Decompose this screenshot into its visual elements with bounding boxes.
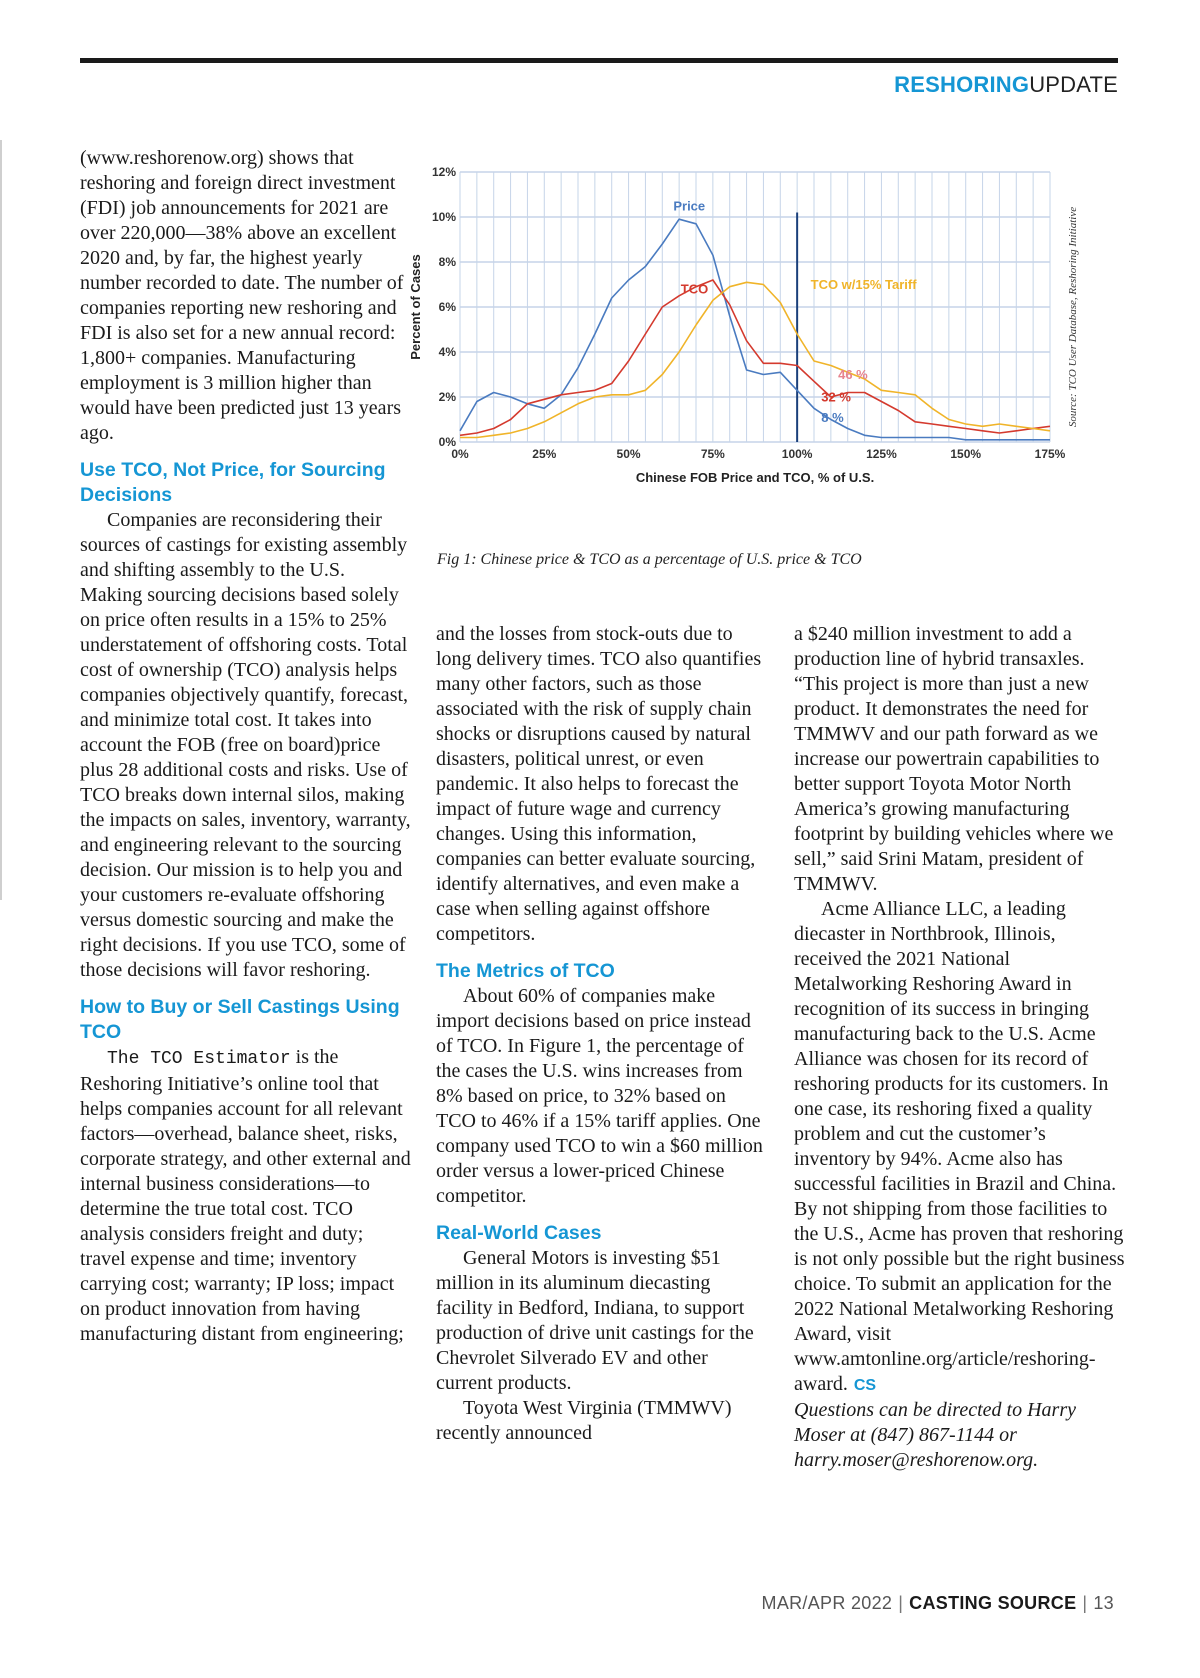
section-header-light: UPDATE xyxy=(1029,72,1118,97)
x-tick-label: 0% xyxy=(451,447,469,461)
footer-separator: | xyxy=(898,1593,904,1613)
column-1 xyxy=(80,146,412,1347)
tco-estimator-link[interactable]: The TCO Estimator xyxy=(107,1049,291,1069)
y-tick-label: 8% xyxy=(438,255,456,269)
col3-paragraph-2 xyxy=(794,897,1126,1398)
col2-paragraph-2: About 60% of companies make import decisions based on price instead of TCO. In Figure 1, the percentage of the cases the U.S. wins increases from 8% based on price, to 32% based on TCO to 46% if a 15% tariff applies. One company used TCO to win a $60 million order versus a lower-priced Chinese competitor. xyxy=(436,985,763,1207)
col3-paragraph-2-text: Acme Alliance LLC, a leading diecaster in Northbrook, Illinois, received the 2021 National Metalworking Reshoring Award in recognition of its success in bringing manufacturing back to the U.S. Acme Alliance was chosen for its record of reshoring products for its customers. In one case, its reshoring fixed a quality problem and cut the customer’s inventory by 94%. Acme also has successful facilities in Brazil and China. By not shipping from those facilities to the U.S., Acme has proven that reshoring is not only possible but the right business choice. To submit an application for the 2022 National Metalworking Reshoring Award, visit www.amtonline.org/article/reshoring-award. xyxy=(794,898,1125,1395)
footer-issue: MAR/APR 2022 xyxy=(761,1593,893,1613)
figure-1-chart xyxy=(408,160,1130,520)
section-header xyxy=(894,72,1118,98)
section-header-bold: RESHORING xyxy=(894,72,1030,97)
annotation-label: 8 % xyxy=(821,409,844,425)
chart-source-note: Source: TCO User Database, Reshoring Initiative xyxy=(1067,206,1079,428)
col2-paragraph-3: General Motors is investing $51 million in its aluminum diecasting facility in Bedford, Indiana, to support production of drive unit castings for the Chevrolet Silverado EV and other current products. xyxy=(436,1247,754,1394)
y-tick-label: 4% xyxy=(438,345,456,359)
page-edge-mark xyxy=(0,140,2,900)
y-tick-label: 10% xyxy=(431,210,456,224)
heading-buy-sell: How to Buy or Sell Castings Using TCO xyxy=(80,996,400,1043)
col1-paragraph-2: Companies are reconsidering their sources of castings for existing assembly and shifting assembly to the U.S. Making sourcing decisions based solely on price often results in a 15% to 25% understatement of offshoring costs. Total cost of ownership (TCO) analysis helps companies objectively quantify, forecast, and minimize total cost. It takes into account the FOB (free on board)price plus 28 additional costs and risks. Use of TCO breaks down internal silos, making the impacts on sales, inventory, warranty, and engineering relevant to the sourcing decision. Our mission is to help you and your customers re-evaluate offshoring versus domestic sourcing and make the right decisions. If you use TCO, some of those decisions will favor reshoring. xyxy=(80,509,411,981)
x-tick-label: 50% xyxy=(616,447,641,461)
y-tick-label: 2% xyxy=(438,390,456,404)
series-label: TCO w/15% Tariff xyxy=(810,277,917,292)
x-tick-label: 175% xyxy=(1034,447,1066,461)
y-tick-label: 6% xyxy=(438,300,456,314)
series-line xyxy=(460,219,1050,440)
page-footer xyxy=(762,1593,1114,1614)
y-tick-label: 12% xyxy=(431,165,456,179)
annotation-label: 46 % xyxy=(838,367,868,382)
x-tick-label: 125% xyxy=(866,447,897,461)
footer-magazine: CASTING SOURCE xyxy=(909,1593,1077,1613)
x-tick-label: 100% xyxy=(781,447,813,461)
top-rule xyxy=(80,58,1118,63)
series-label: Price xyxy=(673,198,706,214)
chart-labels xyxy=(673,198,917,425)
heading-metrics: The Metrics of TCO xyxy=(436,960,615,982)
series-line xyxy=(460,282,1050,437)
series-label: TCO xyxy=(680,281,709,297)
column-3 xyxy=(794,622,1126,1473)
chart-svg xyxy=(408,160,1130,520)
heading-real-world: Real-World Cases xyxy=(436,1222,602,1244)
footer-page-number: 13 xyxy=(1093,1593,1114,1613)
col3-paragraph-1: a $240 million investment to add a production line of hybrid transaxles. “This project is more than just a new product. It demonstrates the need for TMMWV and our path forward as we increase our powertrain capabilities to better support Toyota Motor North America’s growing manufacturing footprint by building vehicles where we sell,” said Srini Matam, president of TMMWV. xyxy=(794,623,1114,895)
x-tick-label: 75% xyxy=(700,447,725,461)
heading-use-tco: Use TCO, Not Price, for Sourcing Decisions xyxy=(80,459,386,506)
contact-note: Questions can be directed to Harry Moser at (847) 867-1144 or harry.moser@reshorenow.org. xyxy=(794,1399,1076,1471)
x-axis-title: Chinese FOB Price and TCO, % of U.S. xyxy=(635,470,875,485)
col1-paragraph-1: (www.reshorenow.org) shows that reshoring and foreign direct investment (FDI) job announcements for 2021 are over 220,000—38% above an excellent 2020 and, by far, the highest yearly number recorded to date. The number of companies reporting new reshoring and FDI is also set for a new annual record: 1,800+ companies. Manufacturing employment is 3 million higher than would have been predicted just 13 years ago. xyxy=(80,147,404,444)
chart-axes xyxy=(408,165,1079,485)
x-tick-label: 25% xyxy=(532,447,557,461)
col1-paragraph-3 xyxy=(80,1045,412,1347)
y-tick-label: 0% xyxy=(438,435,456,449)
footer-separator: | xyxy=(1082,1593,1088,1613)
col2-paragraph-1: and the losses from stock-outs due to long delivery times. TCO also quantifies many other factors, such as those associated with the risk of supply chain shocks or disruptions caused by natural disasters, political unrest, or even pandemic. It also helps to forecast the impact of future wage and currency changes. Using this information, companies can better evaluate sourcing, identify alternatives, and even make a case when selling against offshore competitors. xyxy=(436,623,762,945)
end-mark: CS xyxy=(853,1377,877,1394)
chart-grid xyxy=(460,172,1050,442)
column-2 xyxy=(436,622,768,1446)
x-tick-label: 150% xyxy=(950,447,982,461)
col1-paragraph-3-text: is the Reshoring Initiative’s online tool that helps companies account for all relevant factors—overhead, balance sheet, risks, corporate strategy, and other external and internal business considerations—to determine the true total cost. TCO analysis considers freight and duty; travel expense and time; inventory carrying cost; warranty; IP loss; impact on product innovation from having manufacturing distant from engineering; xyxy=(80,1046,411,1345)
series-line xyxy=(460,280,1050,435)
annotation-label: 32 % xyxy=(821,389,851,405)
chart-series xyxy=(460,213,1050,443)
col2-paragraph-4: Toyota West Virginia (TMMWV) recently announced xyxy=(436,1397,732,1444)
y-axis-title: Percent of Cases xyxy=(408,254,423,360)
figure-caption: Fig 1: Chinese price & TCO as a percentage of U.S. price & TCO xyxy=(437,551,862,568)
